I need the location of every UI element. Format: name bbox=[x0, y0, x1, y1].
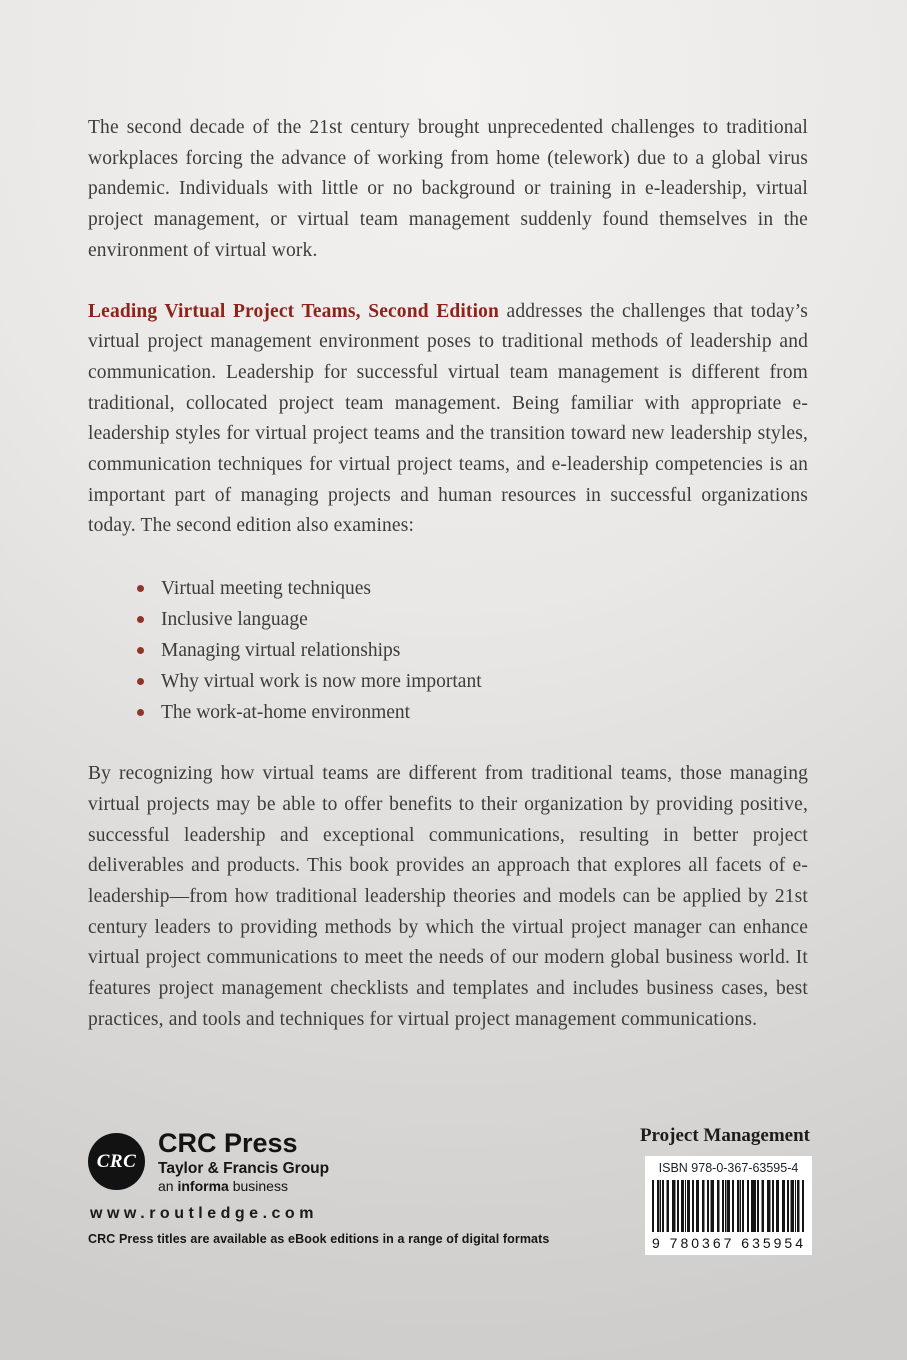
publisher-name: CRC Press bbox=[158, 1128, 298, 1158]
isbn-label: ISBN 978-0-367-63595-4 bbox=[658, 1161, 799, 1175]
crc-logo-icon bbox=[88, 1133, 145, 1190]
publisher-group: Taylor & Francis Group bbox=[158, 1159, 330, 1177]
book-title-lead: Leading Virtual Project Teams, Second Edition bbox=[88, 300, 500, 322]
intro-paragraph: The second decade of the 21st century brought unprecedented challenges to traditional workplaces forcing the advance of working from home (telework) due to a global virus pandemic. Individuals with little or no background or training in e-leadership, virtual project management, or virtual team management suddenly found themselves in the environment of virtual work. bbox=[88, 117, 808, 261]
publisher-text-stack bbox=[158, 1130, 329, 1193]
bullet-icon bbox=[137, 647, 144, 654]
publisher-block bbox=[88, 1130, 329, 1193]
business-pre: an bbox=[158, 1177, 178, 1194]
list-item-label: The work-at-home environment bbox=[161, 702, 411, 724]
list-item bbox=[137, 573, 808, 604]
publisher-business-line bbox=[158, 1179, 329, 1194]
bullet-icon bbox=[137, 616, 144, 623]
description-text: addresses the challenges that today’s virtual project management environment poses to traditional methods of leadership and communication. Leadership for successful virtual team management is different from traditional, collocated project team management. Being familiar with appropriate e-leadership styles for virtual project teams and the transition toward new leadership styles, communication techniques for virtual project teams, and e-leadership competencies is an important part of managing projects and human resources in successful organizations today. The second edition also examines: bbox=[88, 300, 808, 537]
publisher-website: www.routledge.com bbox=[90, 1205, 318, 1222]
list-item bbox=[137, 697, 808, 728]
business-post: business bbox=[228, 1177, 288, 1194]
ebook-availability-note: CRC Press titles are available as eBook editions in a range of digital formats bbox=[88, 1232, 550, 1246]
barcode bbox=[652, 1180, 805, 1232]
crc-logo-text: CRC bbox=[96, 1150, 137, 1172]
description-paragraph bbox=[88, 297, 808, 543]
isbn-block bbox=[645, 1156, 812, 1255]
list-item-label: Virtual meeting techniques bbox=[161, 578, 372, 600]
footer bbox=[88, 1118, 812, 1288]
bullet-icon bbox=[137, 678, 144, 685]
list-item-label: Why virtual work is now more important bbox=[161, 671, 482, 693]
subject-category: Project Management bbox=[639, 1125, 810, 1146]
bullet-icon bbox=[137, 585, 144, 592]
closing-paragraph: By recognizing how virtual teams are different from traditional teams, those managing virtual projects may be able to offer benefits to their organization by providing positive, successful leadership and exceptional communications, resulting in better project deliverables and products. This book provides an approach that explores all facets of e-leadership—from how traditional leadership theories and models can be applied by 21st century leaders to providing methods by which the virtual project manager can enhance virtual project communications to meet the needs of our modern global business world. It features project management checklists and templates and includes business cases, best practices, and tools and techniques for virtual project management communications. bbox=[88, 763, 808, 1030]
list-item-label: Inclusive language bbox=[161, 609, 308, 631]
isbn-digits: 9 780367 635954 bbox=[652, 1235, 806, 1251]
list-item bbox=[137, 604, 808, 635]
bullet-icon bbox=[137, 709, 144, 716]
list-item bbox=[137, 666, 808, 697]
list-item-label: Managing virtual relationships bbox=[161, 640, 401, 662]
list-item bbox=[137, 635, 808, 666]
features-list bbox=[137, 573, 808, 728]
business-informa: informa bbox=[177, 1177, 229, 1194]
